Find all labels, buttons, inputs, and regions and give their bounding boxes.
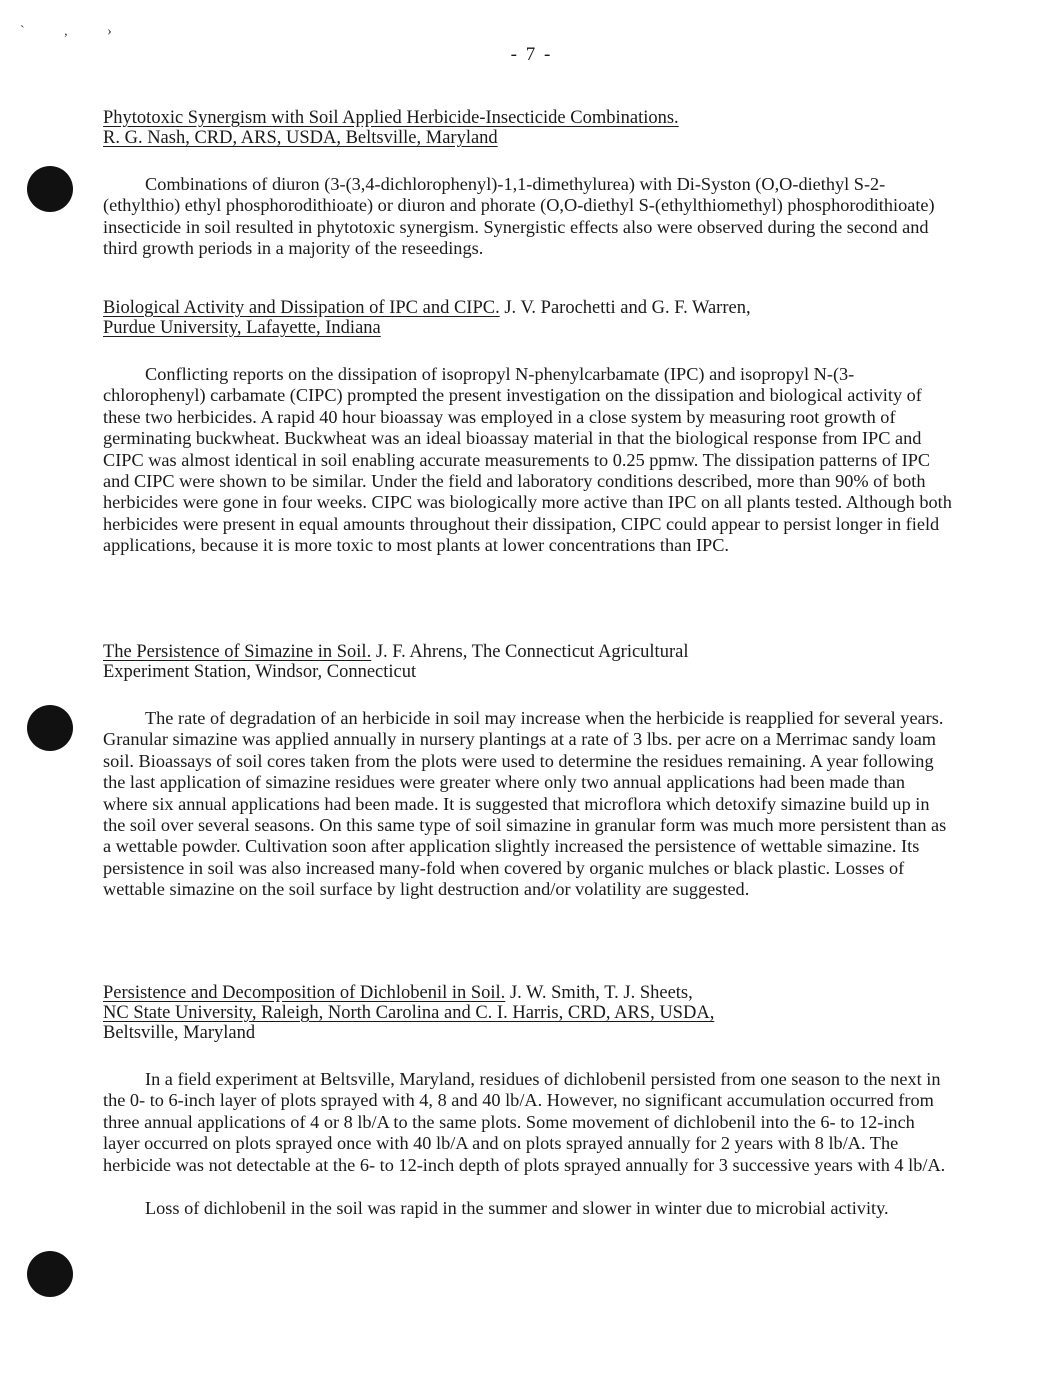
abstract-authors: J. W. Smith, T. J. Sheets, — [505, 983, 693, 1003]
punch-hole-bottom — [27, 1251, 73, 1297]
abstract-affiliation: Purdue University, Lafayette, Indiana — [103, 318, 381, 338]
abstract-heading — [103, 983, 953, 1043]
abstract-paragraph: In a field experiment at Beltsville, Maryland, residues of dichlobenil persisted from one season to the next in the 0- to 6-inch layer of plots sprayed with 4, 8 and 40 lb/A. However, no significant accumulation occurred from three annual applications of 4 or 8 lb/A to the same plots. Some movement of dichlobenil into the 6- to 12-inch layer occurred on plots sprayed once with 40 lb/A and on plots sprayed annually for 2 years with 8 lb/A. The herbicide was not detectable at the 6- to 12-inch depth of plots sprayed annually for 3 successive years with 4 lb/A. — [103, 1069, 946, 1175]
abstract-section-simazine — [103, 642, 953, 901]
scan-corner-marks: ` , › — [20, 24, 130, 39]
abstract-heading — [103, 642, 953, 682]
abstract-affiliation: Experiment Station, Windsor, Connecticut — [103, 662, 417, 682]
abstract-title: Biological Activity and Dissipation of IPC and CIPC. — [103, 298, 500, 318]
abstract-paragraph: The rate of degradation of an herbicide in soil may increase when the herbicide is reapplied for several years. Granular simazine was applied annually in nursery plantings at a rate of 3 lbs. per acre on a Merrimac sandy loam soil. Bioassays of soil cores taken from the plots were used to determine the residues remaining. A year following the last application of simazine residues were greater where only two annual applications had been made than where six annual applications had been made. It is suggested that microflora which detoxify simazine build up in the soil over several seasons. On this same type of soil simazine in granular form was much more persistent than as a wettable powder. Cultivation soon after application slightly increased the persistence of wettable simazine. Its persistence in soil was also increased many-fold when covered by organic mulches or black plastic. Losses of wettable simazine on the soil surface by light destruction and/or volatility are suggested. — [103, 708, 947, 900]
abstract-title: Persistence and Decomposition of Dichlobenil in Soil. — [103, 983, 506, 1003]
abstract-paragraph: Loss of dichlobenil in the soil was rapid in the summer and slower in winter due to microbial activity. — [145, 1198, 889, 1219]
punch-hole-middle — [27, 705, 73, 751]
abstract-title: The Persistence of Simazine in Soil. — [103, 642, 372, 662]
abstract-title: Phytotoxic Synergism with Soil Applied Herbicide-Insecticide Combinations. — [103, 108, 679, 128]
abstract-affiliation: Beltsville, Maryland — [103, 1023, 256, 1043]
abstract-heading — [103, 108, 953, 148]
page-number: - 7 - — [510, 44, 553, 65]
punch-hole-top — [27, 166, 73, 212]
abstract-section-dichlobenil — [103, 983, 953, 1219]
abstract-affiliation: NC State University, Raleigh, North Carolina and C. I. Harris, CRD, ARS, USDA, — [103, 1003, 715, 1023]
abstract-paragraph: Combinations of diuron (3-(3,4-dichlorophenyl)-1,1-dimethylurea) with Di-Syston (O,O-diethyl S-2-(ethylthio) ethyl phosphorodithioate) or diuron and phorate (O,O-diethyl S-(ethylthiomethyl) phosphorodithioate) insecticide in soil resulted in phytotoxic synergism. Synergistic effects also were observed during the second and third growth periods in a majority of the reseedings. — [103, 174, 935, 259]
abstract-authors: J. F. Ahrens, The Connecticut Agricultural — [371, 642, 689, 662]
abstract-heading — [103, 298, 953, 338]
abstract-section-ipc-cipc — [103, 298, 953, 557]
abstract-paragraph: Conflicting reports on the dissipation of isopropyl N-phenylcarbamate (IPC) and isopropyl N-(3-chlorophenyl) carbamate (CIPC) prompted the present investigation on the dissipation and biological activity of these two herbicides. A rapid 40 hour bioassay was employed in a close system by measuring root growth of germinating buckwheat. Buckwheat was an ideal bioassay material in that the biological response from IPC and CIPC was almost identical in soil enabling accurate measurements to 0.25 ppmw. The dissipation patterns of IPC and CIPC were shown to be similar. Under the field and laboratory conditions described, more than 90% of both herbicides were gone in four weeks. CIPC was biologically more active than IPC on all plants tested. Although both herbicides were present in equal amounts throughout their dissipation, CIPC could appear to persist longer in field applications, because it is more toxic to most plants at lower concentrations than IPC. — [103, 364, 952, 556]
abstract-section-synergism — [103, 108, 953, 260]
abstract-authors: J. V. Parochetti and G. F. Warren, — [499, 298, 751, 318]
abstract-affiliation: R. G. Nash, CRD, ARS, USDA, Beltsville, Maryland — [103, 128, 498, 148]
